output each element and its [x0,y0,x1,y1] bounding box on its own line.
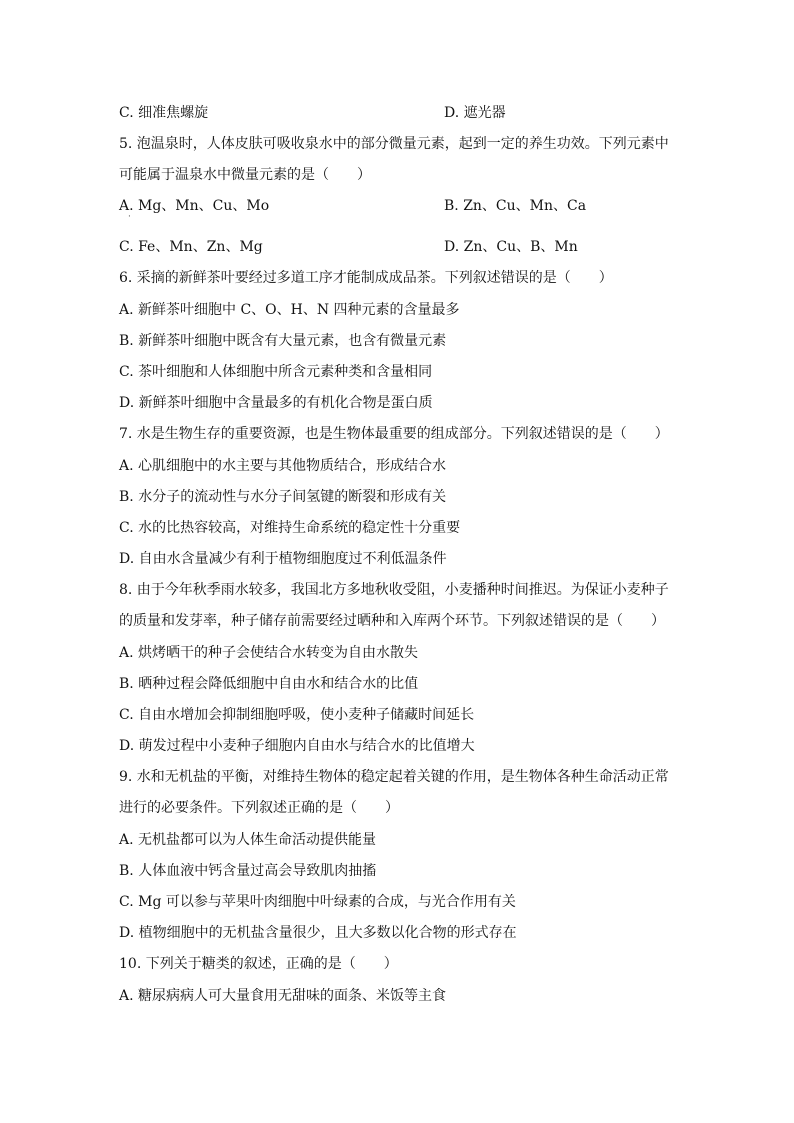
q6-stem: 6. 采摘的新鲜茶叶要经过多道工序才能制成成品茶。下列叙述错误的是（ ） [119,270,613,286]
q5-option-b: B. Zn、Cu、Mn、Ca [444,198,587,214]
q8-option-d: D. 萌发过程中小麦种子细胞内自由水与结合水的比值增大 [119,738,475,754]
q8-stem-line1: 8. 由于今年秋季雨水较多，我国北方多地秋收受阻，小麦播种时间推迟。为保证小麦种子 [119,582,669,598]
stray-mark: · [128,212,131,222]
q9-option-c: C. Mg 可以参与苹果叶肉细胞中叶绿素的合成，与光合作用有关 [119,894,516,910]
q7-stem: 7. 水是生物生存的重要资源，也是生物体最重要的组成部分。下列叙述错误的是（ ） [119,426,669,442]
q7-option-d: D. 自由水含量减少有利于植物细胞度过不利低温条件 [119,551,447,567]
q9-option-d: D. 植物细胞中的无机盐含量很少，且大多数以化合物的形式存在 [119,925,517,941]
q8-option-b: B. 晒种过程会降低细胞中自由水和结合水的比值 [119,676,419,692]
q9-option-b: B. 人体血液中钙含量过高会导致肌肉抽搐 [119,863,377,879]
q6-option-c: C. 茶叶细胞和人体细胞中所含元素种类和含量相同 [119,364,433,380]
q5-stem-line1: 5. 泡温泉时，人体皮肤可吸收泉水中的部分微量元素，起到一定的养生功效。下列元素中 [119,136,669,152]
q9-stem-line2: 进行的必要条件。下列叙述正确的是（ ） [119,800,399,816]
q10-option-a: A. 糖尿病病人可大量食用无甜味的面条、米饭等主食 [119,988,447,1004]
q5-option-d: D. Zn、Cu、B、Mn [444,239,578,255]
q5-option-c: C. Fe、Mn、Zn、Mg [119,239,263,255]
q8-stem-line2: 的质量和发芽率，种子储存前需要经过晒种和入库两个环节。下列叙述错误的是（ ） [119,613,665,629]
q6-option-b: B. 新鲜茶叶细胞中既含有大量元素，也含有微量元素 [119,333,447,349]
q8-option-c: C. 自由水增加会抑制细胞呼吸，使小麦种子储藏时间延长 [119,707,475,723]
q9-stem-line1: 9. 水和无机盐的平衡，对维持生物体的稳定起着关键的作用，是生物体各种生命活动正常 [119,769,669,785]
q10-stem: 10. 下列关于糖类的叙述，正确的是（ ） [119,956,398,972]
q6-option-d: D. 新鲜茶叶细胞中含量最多的有机化合物是蛋白质 [119,395,433,411]
q8-option-a: A. 烘烤晒干的种子会使结合水转变为自由水散失 [119,645,419,661]
q5-stem-line2: 可能属于温泉水中微量元素的是（ ） [119,167,371,183]
q7-option-c: C. 水的比热容较高，对维持生命系统的稳定性十分重要 [119,520,461,536]
q9-option-a: A. 无机盐都可以为人体生命活动提供能量 [119,832,377,848]
q6-option-a: A. 新鲜茶叶细胞中 C、O、H、N 四种元素的含量最多 [119,302,460,318]
option-c-prev: C. 细准焦螺旋 [119,105,209,121]
q7-option-a: A. 心肌细胞中的水主要与其他物质结合，形成结合水 [119,458,447,474]
q5-option-a: A. Mg、Mn、Cu、Mo [119,198,270,214]
q7-option-b: B. 水分子的流动性与水分子间氢键的断裂和形成有关 [119,489,447,505]
option-d-prev: D. 遮光器 [444,105,506,121]
